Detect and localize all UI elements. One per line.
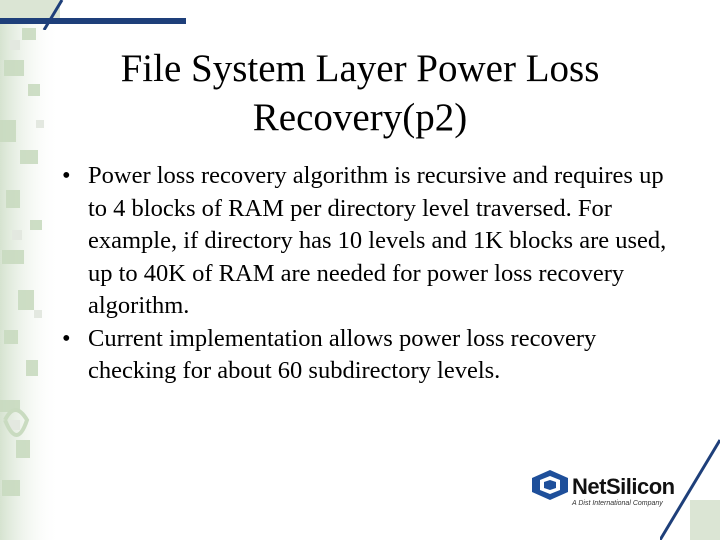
bullet-marker: •: [62, 324, 71, 352]
bullet-list: [62, 160, 682, 388]
logo-name: NetSilicon: [572, 474, 675, 499]
bullet-marker: •: [62, 162, 71, 189]
logo-tagline: A Dist International Company: [572, 500, 663, 507]
netsilicon-logo-icon: [528, 468, 570, 502]
bullet-item: [62, 323, 682, 388]
bullet-text: Power loss recovery algorithm is recursive and requires up to 4 blocks of RAM per directory level traversed. For example, if directory has 10 levels and 1K blocks are used, up to 40K of RAM are needed for power loss recovery algorithm.: [88, 162, 667, 319]
background-decoration-top: [0, 0, 190, 30]
slide-title: File System Layer Power Loss Recovery(p2): [120, 47, 600, 139]
bullet-text: Current implementation allows power loss recovery checking for about 60 subdirectory levels.: [88, 324, 597, 384]
background-decoration-left: [0, 0, 60, 540]
bullet-item: [62, 160, 682, 323]
company-logo: [528, 466, 678, 520]
